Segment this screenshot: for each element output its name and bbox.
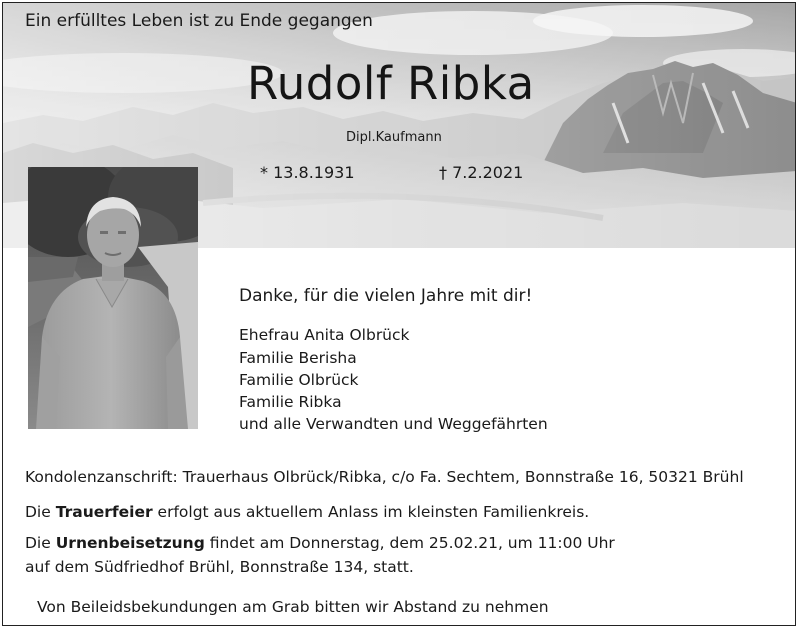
urn-prefix: Die bbox=[25, 534, 56, 552]
condolence-address: Kondolenzanschrift: Trauerhaus Olbrück/Ribka, c/o Fa. Sechtem, Bonnstraße 16, 50321 Brühl bbox=[25, 468, 744, 486]
death-date: † 7.2.2021 bbox=[439, 163, 524, 182]
urn-label: Urnenbeisetzung bbox=[55, 534, 205, 552]
family-line: Familie Olbrück bbox=[239, 371, 359, 389]
funeral-info bbox=[25, 503, 589, 521]
deceased-name: Rudolf Ribka bbox=[247, 57, 535, 110]
motto-text: Ein erfülltes Leben ist zu Ende gegangen bbox=[25, 11, 373, 31]
closing-text: Von Beileidsbekundungen am Grab bitten wir Abstand zu nehmen bbox=[37, 598, 549, 616]
family-line: Ehefrau Anita Olbrück bbox=[239, 326, 410, 344]
academic-title: Dipl.Kaufmann bbox=[346, 130, 442, 145]
family-line: und alle Verwandten und Weggefährten bbox=[239, 415, 548, 433]
portrait-photo bbox=[28, 167, 198, 429]
urn-burial-location: auf dem Südfriedhof Brühl, Bonnstraße 134, statt. bbox=[25, 558, 414, 576]
obituary-notice bbox=[2, 2, 796, 626]
funeral-prefix: Die bbox=[25, 503, 56, 521]
urn-burial-info bbox=[25, 534, 615, 552]
family-line: Familie Ribka bbox=[239, 393, 342, 411]
urn-rest: findet am Donnerstag, dem 25.02.21, um 11:00 Uhr bbox=[204, 534, 615, 552]
thanks-text: Danke, für die vielen Jahre mit dir! bbox=[239, 286, 533, 306]
birth-date: * 13.8.1931 bbox=[260, 163, 355, 182]
funeral-label: Trauerfeier bbox=[55, 503, 153, 521]
funeral-rest: erfolgt aus aktuellem Anlass im kleinsten Familienkreis. bbox=[152, 503, 590, 521]
family-line: Familie Berisha bbox=[239, 349, 357, 367]
